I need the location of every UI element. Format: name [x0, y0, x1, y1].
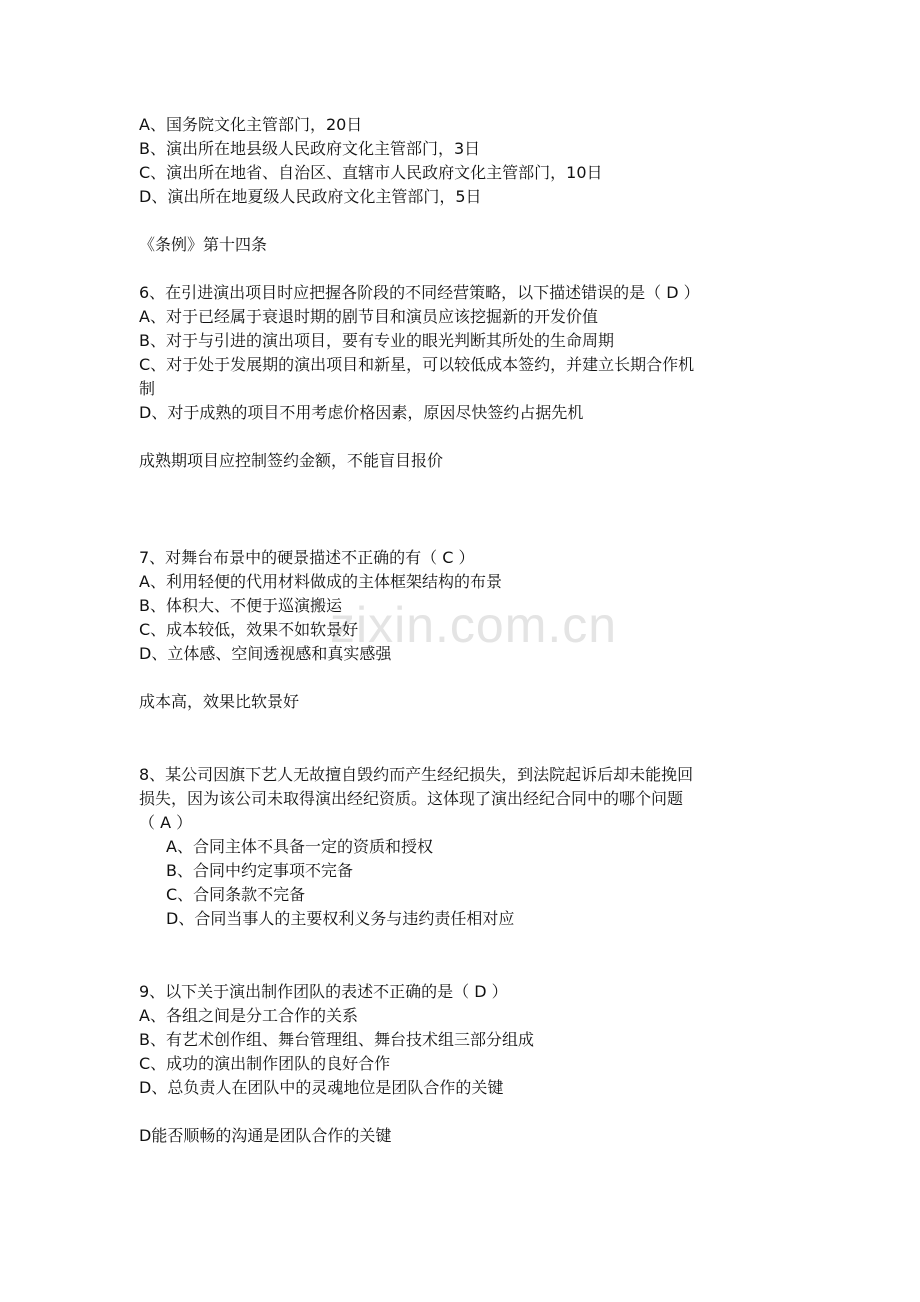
q6-option-c: C、对于处于发展期的演出项目和新星，可以较低成本签约，并建立长期合作机 [139, 355, 695, 374]
q7-option-b: B、体积大、不便于巡演搬运 [139, 596, 342, 615]
q5-note: 《条例》第十四条 [139, 235, 268, 254]
q6-option-c-continued: 制 [139, 379, 156, 398]
q7-question: 7、对舞台布景中的硬景描述不正确的有（ C ） [139, 548, 475, 567]
q7-option-d: D、立体感、空间透视感和真实感强 [139, 644, 392, 663]
q6-option-d: D、对于成熟的项目不用考虑价格因素，原因尽快签约占据先机 [139, 403, 584, 422]
q9-question: 9、以下关于演出制作团队的表述不正确的是（ D ） [139, 982, 508, 1001]
q9-note: D能否顺畅的沟通是团队合作的关键 [139, 1126, 392, 1145]
q9-option-b: B、有艺术创作组、舞台管理组、舞台技术组三部分组成 [139, 1030, 534, 1049]
q8-option-b: B、合同中约定事项不完备 [166, 861, 353, 880]
q6-option-b: B、对于与引进的演出项目，要有专业的眼光判断其所处的生命周期 [139, 331, 614, 350]
watermark: zixin.com.cn [330, 597, 618, 653]
q6-note: 成熟期项目应控制签约金额，不能盲目报价 [139, 451, 444, 470]
q8-question-line-3: （ A ） [139, 813, 193, 832]
q8-option-d: D、合同当事人的主要权利义务与违约责任相对应 [166, 909, 515, 928]
q9-option-a: A、各组之间是分工合作的关系 [139, 1006, 358, 1025]
q7-option-c: C、成本较低，效果不如软景好 [139, 620, 359, 639]
q8-option-a: A、合同主体不具备一定的资质和授权 [166, 837, 433, 856]
q8-option-c: C、合同条款不完备 [166, 885, 306, 904]
q9-option-d: D、总负责人在团队中的灵魂地位是团队合作的关键 [139, 1078, 504, 1097]
q7-note: 成本高，效果比软景好 [139, 692, 300, 711]
q8-question-line-2: 损失，因为该公司未取得演出经纪资质。这体现了演出经纪合同中的哪个问题 [139, 789, 684, 808]
q5-option-c: C、演出所在地省、自治区、直辖市人民政府文化主管部门，10日 [139, 163, 603, 182]
q6-question: 6、在引进演出项目时应把握各阶段的不同经营策略，以下描述错误的是（ D ） [139, 283, 700, 302]
q6-option-a: A、对于已经属于衰退时期的剧节目和演员应该挖掘新的开发价值 [139, 307, 598, 326]
q9-option-c: C、成功的演出制作团队的良好合作 [139, 1054, 391, 1073]
q5-option-a: A、国务院文化主管部门，20日 [139, 115, 363, 134]
q7-option-a: A、利用轻便的代用材料做成的主体框架结构的布景 [139, 572, 502, 591]
q5-option-d: D、演出所在地夏级人民政府文化主管部门，5日 [139, 187, 482, 206]
q8-question-line-1: 8、某公司因旗下艺人无故擅自毁约而产生经纪损失，到法院起诉后却未能挽回 [139, 765, 694, 784]
q5-option-b: B、演出所在地县级人民政府文化主管部门，3日 [139, 139, 481, 158]
